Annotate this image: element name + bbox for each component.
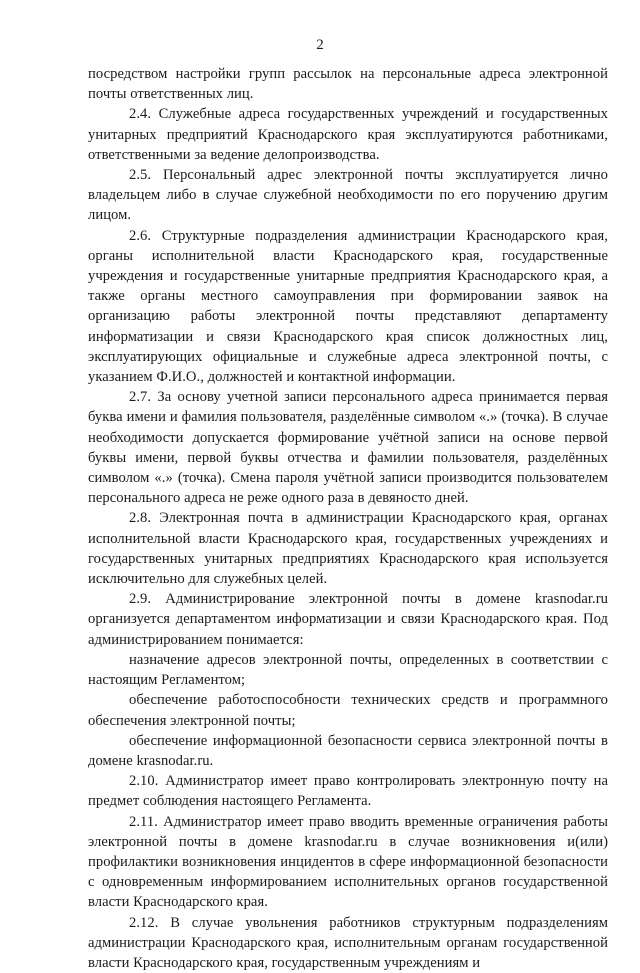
paragraph: 2.12. В случае увольнения работников структурным подразделениям администрации Краснодарского края, исполнительным органам государственной власти Краснодарского края, государственным учреждениям и: [88, 914, 608, 971]
paragraph: обеспечение информационной безопасности сервиса электронной почты в домене krasnodar.ru.: [88, 732, 608, 769]
paragraph: обеспечение работоспособности технических средств и программного обеспечения электронной почты;: [88, 692, 608, 729]
paragraph: посредством настройки групп рассылок на персональные адреса электронной почты ответственных лиц.: [88, 66, 608, 103]
paragraph: 2.7. За основу учетной записи персонального адреса принимается первая буква имени и фамилия пользователя, разделённые символом «.» (точка). В случае необходимости допускается формирование учётной записи на основе первой буквы имени, первой буквы отчества и фамилии пользователя, разделённых символом «.» (точка). Смена пароля учётной записи производится пользователем персонального адреса не реже одного раза в девяносто дней.: [88, 389, 608, 507]
page-number: 2: [316, 37, 324, 53]
paragraph: назначение адресов электронной почты, определенных в соответствии с настоящим Регламентом;: [88, 651, 608, 689]
paragraph: 2.6. Структурные подразделения администрации Краснодарского края, органы исполнительной власти Краснодарского края, государственные учреждения и государственные унитарные предприятия Краснодарского края, а также органы местного самоуправления при формировании заявок на организацию работы электронной почты представляют департаменту информатизации и связи Краснодарского края список должностных лиц, эксплуатирующих официальные и служебные адреса электронной почты, с указанием Ф.И.О., должностей и контактной информации.: [88, 227, 608, 386]
paragraph: 2.11. Администратор имеет право вводить временные ограничения работы электронной почты в домене krasnodar.ru в случае возникновения и(или) профилактики возникновения инцидентов в сфере информационной безопасности с одновременным информированием исполнительных органов государственной власти Краснодарского края.: [88, 813, 608, 911]
paragraph: 2.10. Администратор имеет право контролировать электронную почту на предмет соблюдения настоящего Регламента.: [88, 773, 608, 810]
paragraph: 2.4. Служебные адреса государственных учреждений и государственных унитарных предприятий Краснодарского края эксплуатируются работниками, ответственными за ведение делопроизводства.: [88, 106, 608, 163]
paragraph: 2.5. Персональный адрес электронной почты эксплуатируется лично владельцем либо в случае служебной необходимости по его поручению другим лицом.: [88, 167, 608, 224]
paragraph: 2.9. Администрирование электронной почты в домене krasnodar.ru организуется департаментом информатизации и связи Краснодарского края. Под администрированием понимается:: [88, 591, 608, 648]
paragraph: 2.8. Электронная почта в администрации Краснодарского края, органах исполнительной власти Краснодарского края, государственных учреждениях и государственных унитарных предприятиях Краснодарского края используется исключительно для служебных целей.: [88, 510, 608, 588]
document-body: [88, 64, 608, 973]
